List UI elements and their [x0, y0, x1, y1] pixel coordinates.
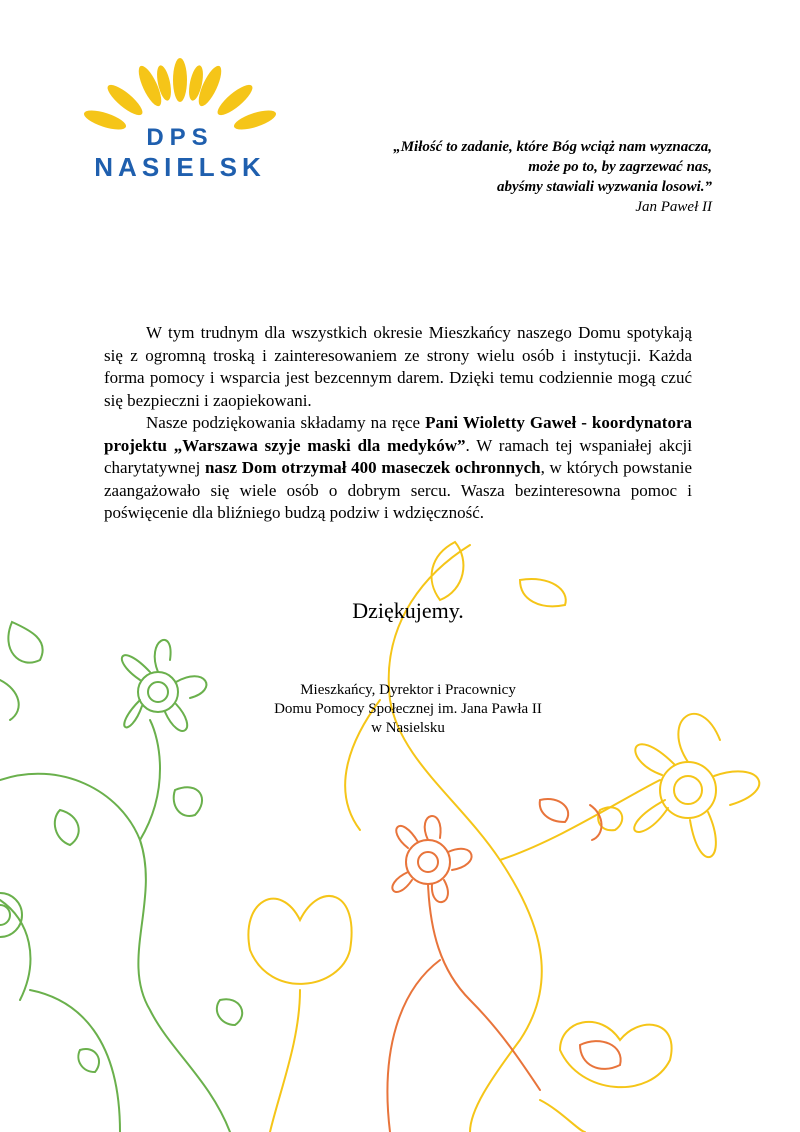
signature-block	[0, 681, 800, 738]
paragraph-2	[104, 412, 692, 525]
signature-line: w Nasielsku	[371, 720, 445, 736]
orange-vine-icon	[387, 799, 620, 1132]
letter-body	[104, 322, 692, 525]
paragraph-2-text: . W ramach tej wspaniałej akcji charytatywnej	[104, 435, 692, 477]
donation-highlight: nasz Dom otrzymał 400 maseczek ochronnych	[204, 458, 541, 477]
signature-line: Mieszkańcy, Dyrektor i Pracownicy	[300, 682, 516, 698]
logo-name-text: NASIELSK	[94, 152, 266, 182]
coordinator-name: Pani Wioletty Gaweł - koordynatora projektu „Warszawa szyje maski dla medyków”	[104, 413, 692, 455]
logo	[80, 58, 280, 188]
motto-quote	[312, 137, 712, 217]
motto-line: abyśmy stawiali wyzwania losowi.”	[496, 179, 712, 195]
yellow-vine-icon	[248, 542, 759, 1132]
motto-line: może po to, by zagrzewać nas,	[528, 159, 712, 175]
motto-author: Jan Paweł II	[635, 199, 712, 215]
paragraph-2-text: Nasze podziękowania składamy na ręce	[146, 413, 426, 432]
thanks-heading: Dziękujemy.	[352, 598, 464, 623]
paragraph-1: W tym trudnym dla wszystkich okresie Mieszkańcy naszego Domu spotykają się z ogromną troską i zainteresowaniem ze strony wielu osób i instytucji. Każda forma pomocy i wsparcia jest bezcennym darem. Dzięki temu codziennie mogą czuć się bezpieczni i zaopiekowani.	[104, 323, 692, 410]
signature-line: Domu Pomocy Społecznej im. Jana Pawła II	[274, 701, 542, 717]
logo-dps-text: DPS	[146, 124, 214, 151]
motto-line: „Miłość to zadanie, które Bóg wciąż nam wyznacza,	[393, 139, 712, 155]
paragraph-2-text: , w których powstanie zaangażowało się wiele osób o dobrym sercu. Wasza bezinteresowna pomoc i poświęcenie dla bliźniego budzą podziw i wdzięczność.	[104, 458, 692, 522]
